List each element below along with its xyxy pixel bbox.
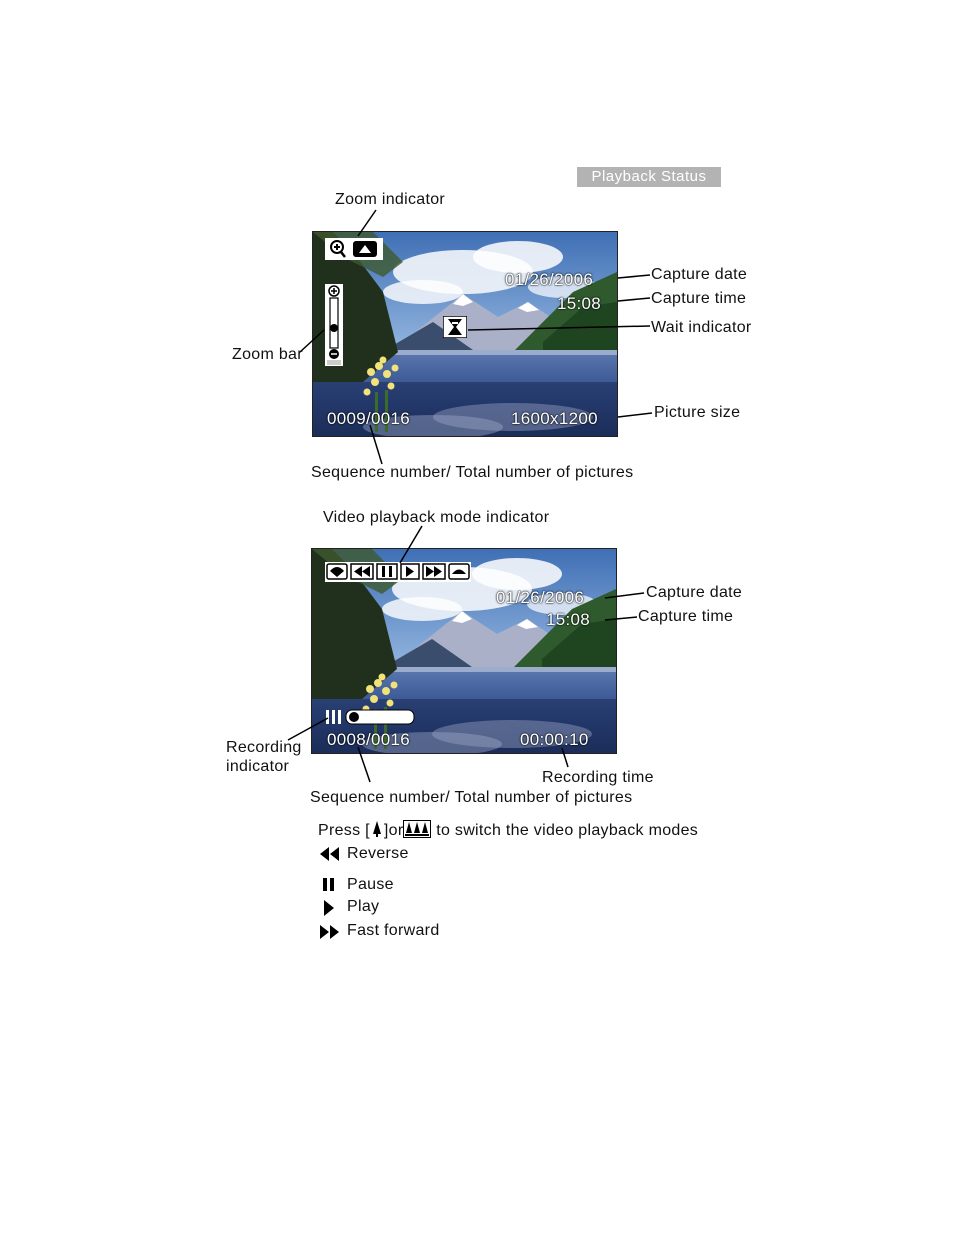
- label-video-mode-indicator: Video playback mode indicator: [323, 509, 550, 526]
- recording-time-readout: 00:00:10: [520, 730, 589, 749]
- label-recording-time: Recording time: [542, 769, 654, 786]
- label-wait-indicator: Wait indicator: [651, 319, 752, 336]
- recording-indicator: [326, 709, 416, 725]
- instruction-line: [318, 820, 698, 842]
- instruction-or-text: ]or: [383, 822, 404, 839]
- label-recording-indicator-line2: indicator: [226, 758, 290, 775]
- capture-time-readout: 15:08: [546, 610, 591, 629]
- mode-reverse-label: Reverse: [347, 845, 409, 862]
- zoom-indicator: [325, 238, 383, 260]
- wait-hourglass-icon: [443, 316, 467, 338]
- instruction-press-text: Press [: [318, 822, 370, 839]
- label-capture-date: Capture date: [646, 584, 743, 601]
- photo-playback-screen: [312, 231, 618, 437]
- label-zoom-bar: Zoom bar: [232, 346, 303, 363]
- label-recording-indicator-line1: Recording: [226, 739, 302, 756]
- sequence-readout: 0009/0016: [327, 409, 411, 428]
- capture-date-readout: 01/26/2006: [496, 588, 585, 607]
- single-tree-icon: [370, 820, 384, 838]
- zoom-in-icon: [325, 238, 383, 260]
- instruction-switch-text: to switch the video playback modes: [436, 822, 699, 839]
- capture-time-readout: 15:08: [557, 294, 602, 313]
- pause-icon: [322, 877, 336, 898]
- multi-tree-icon: [403, 820, 431, 838]
- mode-fast-forward-label: Fast forward: [347, 922, 440, 939]
- label-zoom-indicator: Zoom indicator: [335, 191, 446, 208]
- fast-forward-icon: [319, 924, 341, 945]
- video-mode-indicator: [325, 562, 471, 582]
- video-playback-screen: [311, 548, 617, 754]
- label-sequence: Sequence number/ Total number of pictures: [310, 789, 633, 806]
- reverse-icon: [319, 846, 341, 867]
- playback-status-badge: Playback Status: [577, 167, 721, 187]
- mode-play-label: Play: [347, 898, 380, 915]
- zoom-bar: [325, 284, 343, 366]
- play-icon: [323, 899, 337, 922]
- sequence-readout: 0008/0016: [327, 730, 411, 749]
- label-capture-time: Capture time: [638, 608, 734, 625]
- label-capture-time: Capture time: [651, 290, 747, 307]
- label-capture-date: Capture date: [651, 266, 748, 283]
- label-sequence: Sequence number/ Total number of pictures: [311, 464, 634, 481]
- picture-size-readout: 1600x1200: [511, 409, 598, 428]
- capture-date-readout: 01/26/2006: [505, 270, 594, 289]
- label-picture-size: Picture size: [654, 404, 741, 421]
- mode-pause-label: Pause: [347, 876, 394, 893]
